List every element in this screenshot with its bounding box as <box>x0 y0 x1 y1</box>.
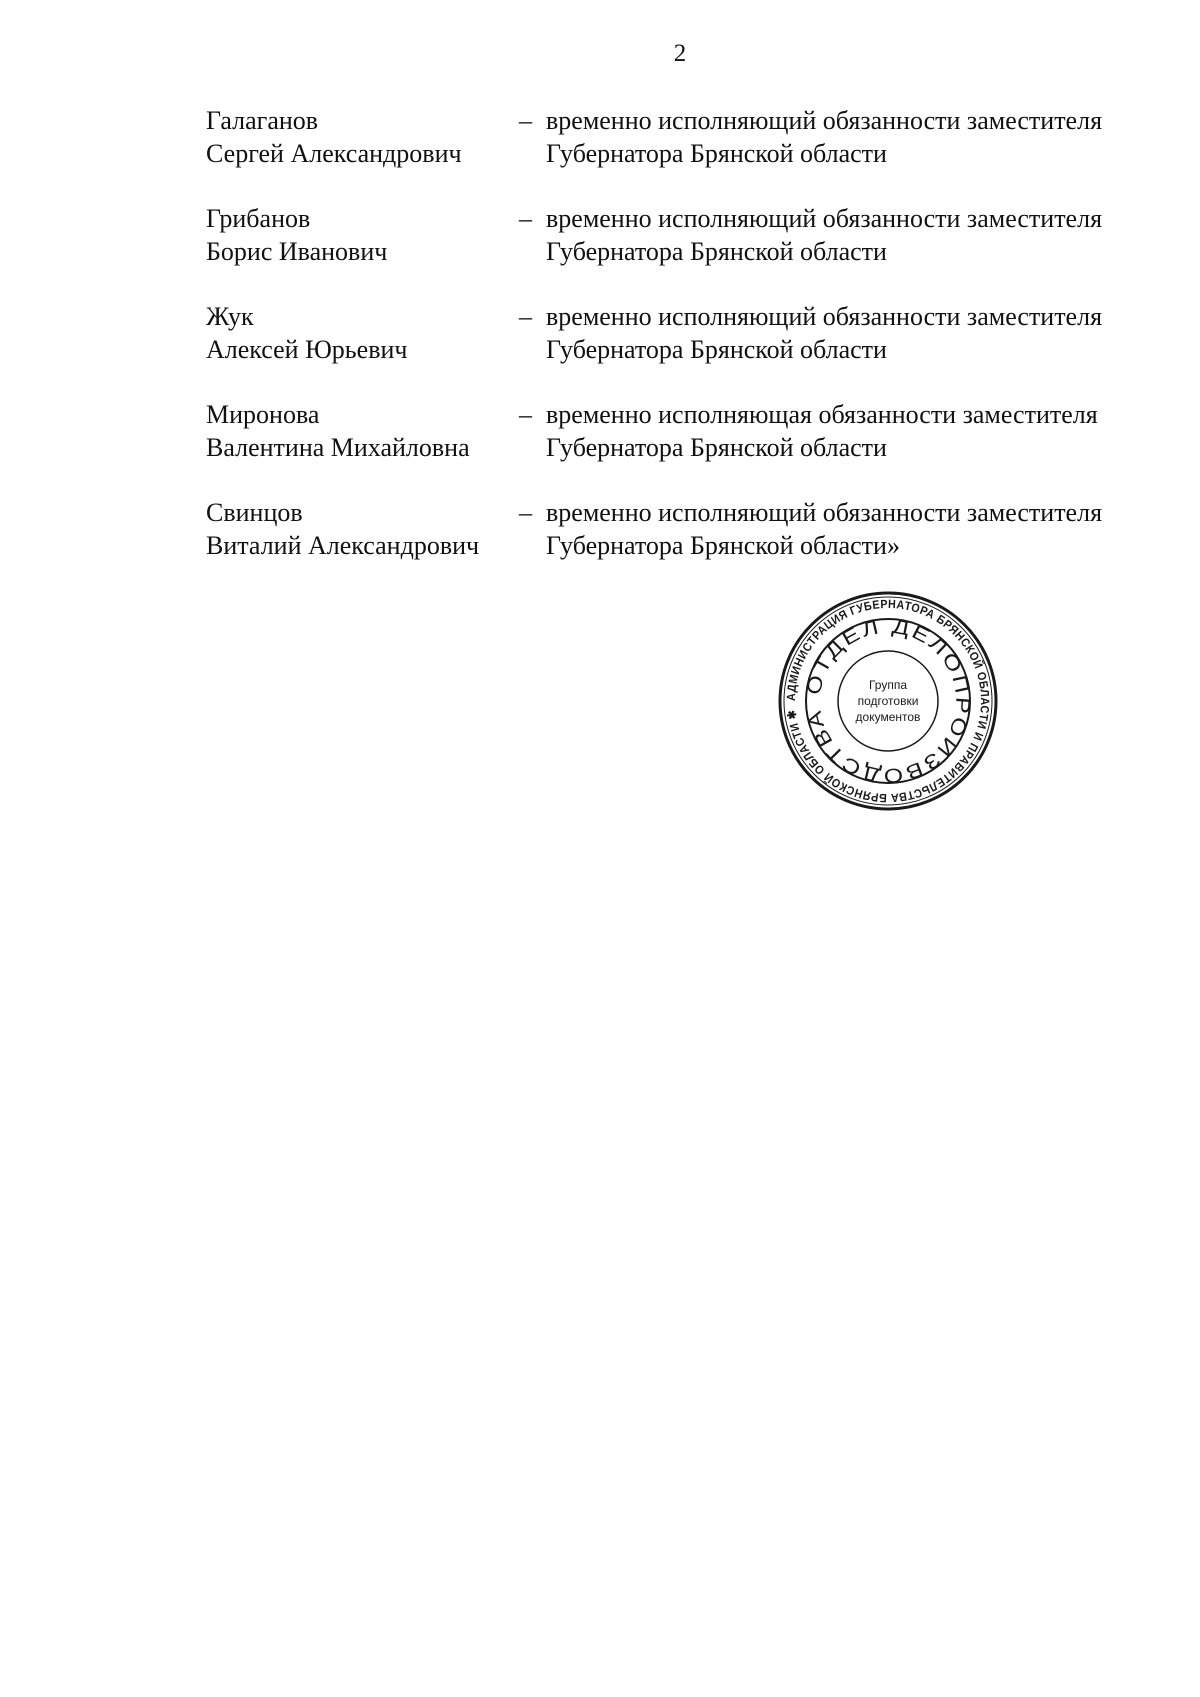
seal-outer-text: АДМИНИСТРАЦИЯ ГУБЕРНАТОРА БРЯНСКОЙ ОБЛАСТИ И ПРАВИТЕЛЬСТВА БРЯНСКОЙ ОБЛАСТИ ✱ <box>783 596 993 806</box>
person-surname: Свинцов <box>206 498 303 527</box>
seal-center-line: документов <box>855 710 921 724</box>
dash-separator: – <box>519 498 532 527</box>
person-given-names: Виталий Александрович <box>206 531 480 560</box>
person-name <box>206 496 516 562</box>
person-name <box>206 202 516 268</box>
position-line: Губернатора Брянской области <box>546 335 887 364</box>
person-name <box>206 398 516 464</box>
position-line: временно исполняющий обязанности заместителя <box>546 204 1103 233</box>
person-given-names: Борис Иванович <box>206 237 388 266</box>
dash-separator: – <box>519 302 532 331</box>
position-line: Губернатора Брянской области <box>546 139 887 168</box>
seal-center-line: подготовки <box>857 694 919 708</box>
person-position <box>546 300 1176 366</box>
dash-separator: – <box>519 106 532 135</box>
seal-ink <box>780 593 996 809</box>
person-position <box>546 398 1176 464</box>
dash-separator: – <box>519 204 532 233</box>
person-given-names: Сергей Александрович <box>206 139 462 168</box>
person-surname: Галаганов <box>206 106 319 135</box>
person-name <box>206 300 516 366</box>
person-given-names: Валентина Михайловна <box>206 433 470 462</box>
position-line: Губернатора Брянской области <box>546 433 887 462</box>
position-line: временно исполняющий обязанности заместителя <box>546 106 1103 135</box>
person-surname: Грибанов <box>206 204 311 233</box>
official-seal-stamp <box>777 590 999 812</box>
person-given-names: Алексей Юрьевич <box>206 335 408 364</box>
person-position <box>546 202 1176 268</box>
seal-inner-text: ОТДЕЛ ДЕЛОПРОИЗВОДСТВА <box>802 615 974 787</box>
person-position <box>546 104 1176 170</box>
person-position <box>546 496 1176 562</box>
position-line: временно исполняющий обязанности заместителя <box>546 498 1103 527</box>
position-line: Губернатора Брянской области» <box>546 531 900 560</box>
person-surname: Миронова <box>206 400 320 429</box>
person-surname: Жук <box>206 302 254 331</box>
position-line: временно исполняющий обязанности заместителя <box>546 302 1103 331</box>
position-line: временно исполняющая обязанности заместителя <box>546 400 1098 429</box>
person-name <box>206 104 516 170</box>
page-number: 2 <box>673 40 687 67</box>
dash-separator: – <box>519 400 532 429</box>
position-line: Губернатора Брянской области <box>546 237 887 266</box>
seal-center-line: Группа <box>868 678 908 692</box>
